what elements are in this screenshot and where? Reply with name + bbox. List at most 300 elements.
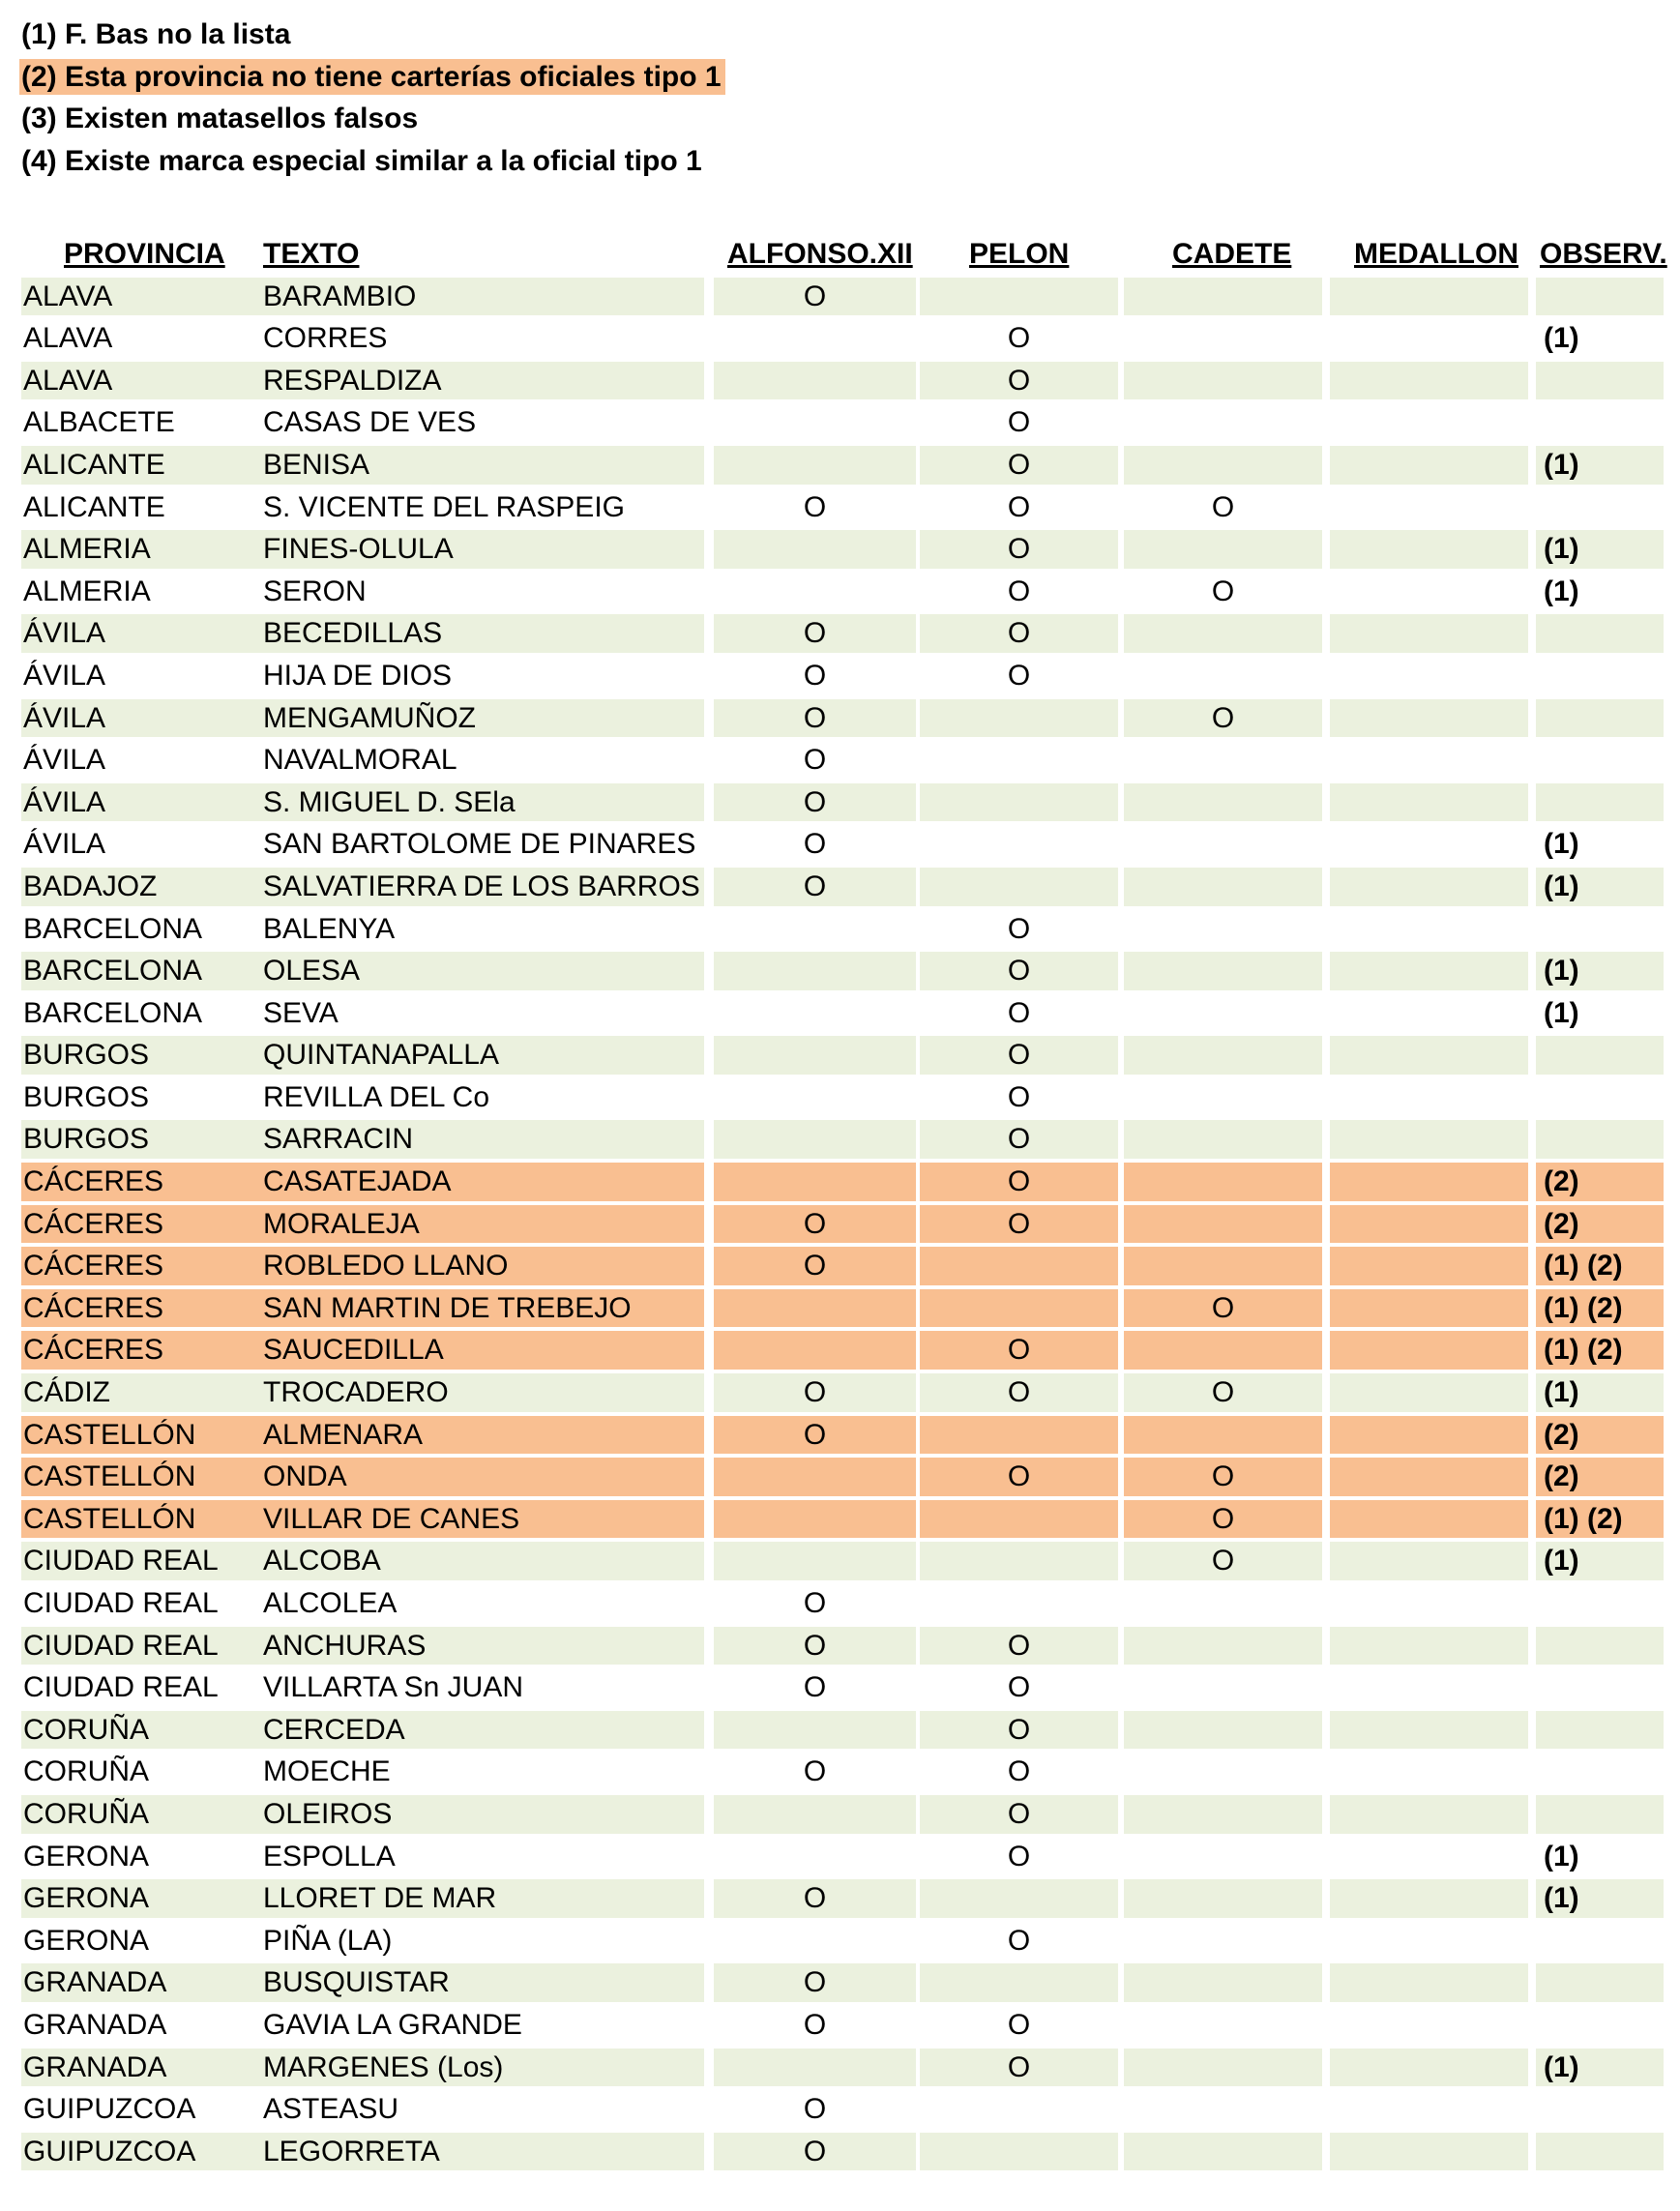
cell-cadete	[1124, 1078, 1322, 1117]
cell-provincia: GRANADA	[21, 1963, 222, 2002]
cell-cadete: O	[1211, 490, 1235, 523]
cell-texto: SAUCEDILLA	[222, 1331, 704, 1370]
cell-texto: FINES-OLULA	[222, 530, 704, 569]
cell-pelon	[920, 2090, 1118, 2129]
cell-cadete	[1124, 1416, 1322, 1455]
cell-pelon	[920, 2133, 1118, 2171]
cell-texto: MARGENES (Los)	[222, 2049, 704, 2087]
cell-alfonso: O	[803, 828, 827, 861]
cell-observ: (2)	[1536, 1458, 1664, 1496]
cell-observ: (1)	[1544, 575, 1579, 607]
cell-observ: (1) (2)	[1536, 1289, 1664, 1328]
table-row	[21, 1793, 1665, 1836]
cell-observ: (2)	[1536, 1205, 1664, 1244]
note-4	[21, 140, 725, 183]
cell-provincia: GRANADA	[23, 2008, 167, 2041]
cell-observ: (1) (2)	[1536, 1247, 1664, 1285]
cell-observ: (1)	[1536, 1879, 1664, 1918]
cell-alfonso	[714, 1795, 916, 1834]
cell-medallon	[1330, 741, 1528, 780]
cell-texto: MOECHE	[263, 1755, 391, 1788]
cell-texto: SALVATIERRA DE LOS BARROS	[222, 868, 704, 906]
cell-cadete: O	[1124, 1500, 1322, 1539]
table-row	[21, 655, 1665, 697]
cell-pelon: O	[920, 2049, 1118, 2087]
cell-cadete	[1124, 868, 1322, 906]
cell-alfonso: O	[714, 1247, 916, 1285]
cell-alfonso	[714, 1922, 916, 1960]
cell-observ	[1536, 699, 1664, 738]
notes-legend	[21, 14, 725, 182]
cell-texto: SEVA	[263, 996, 339, 1029]
cell-alfonso	[714, 403, 916, 442]
cell-texto: ALMENARA	[222, 1416, 704, 1455]
cell-pelon: O	[920, 362, 1118, 400]
table-row	[21, 739, 1665, 781]
cell-observ: (1)	[1544, 996, 1579, 1029]
cell-alfonso: O	[714, 699, 916, 738]
cell-cadete	[1124, 1205, 1322, 1244]
cell-texto: RESPALDIZA	[222, 362, 704, 400]
cell-provincia: GRANADA	[21, 2049, 222, 2087]
postmark-table	[21, 233, 1665, 2172]
cell-texto: QUINTANAPALLA	[222, 1036, 704, 1075]
cell-pelon	[920, 741, 1118, 780]
cell-pelon: O	[920, 1036, 1118, 1075]
cell-observ	[1536, 1120, 1664, 1159]
cell-cadete	[1124, 1922, 1322, 1960]
cell-medallon	[1330, 1500, 1528, 1539]
cell-medallon	[1330, 319, 1528, 358]
cell-texto: LEGORRETA	[222, 2133, 704, 2171]
table-row	[21, 1877, 1665, 1920]
cell-medallon	[1330, 488, 1528, 527]
cell-provincia: CORUÑA	[23, 1755, 150, 1788]
cell-texto: ALCOLEA	[263, 1587, 398, 1619]
table-row	[21, 2047, 1665, 2089]
cell-provincia: GUIPUZCOA	[21, 2133, 222, 2171]
cell-cadete	[1124, 741, 1322, 780]
cell-cadete: O	[1124, 1542, 1322, 1580]
table-row	[21, 1666, 1665, 1709]
cell-pelon	[920, 825, 1118, 864]
cell-texto: MORALEJA	[222, 1205, 704, 1244]
cell-texto: ONDA	[222, 1458, 704, 1496]
cell-pelon	[920, 1247, 1118, 1285]
cell-texto: OLEIROS	[222, 1795, 704, 1834]
note-3-text: (3) Existen matasellos falsos	[21, 103, 419, 134]
table-row	[21, 444, 1665, 486]
cell-observ	[1536, 910, 1664, 949]
table-row	[21, 1709, 1665, 1752]
note-1	[21, 14, 725, 56]
cell-texto: CERCEDA	[222, 1711, 704, 1750]
cell-texto: BECEDILLAS	[222, 614, 704, 653]
cell-texto: GAVIA LA GRANDE	[263, 2008, 522, 2041]
cell-texto: VILLAR DE CANES	[222, 1500, 704, 1539]
cell-observ	[1536, 1922, 1664, 1960]
cell-pelon: O	[1007, 406, 1031, 439]
cell-pelon: O	[1007, 490, 1031, 523]
table-row	[21, 950, 1665, 992]
cell-observ: (1) (2)	[1536, 1331, 1664, 1370]
header-cadete: CADETE	[1172, 238, 1292, 270]
cell-observ	[1536, 1036, 1664, 1075]
cell-medallon	[1330, 1711, 1528, 1750]
cell-provincia: ALMERIA	[21, 530, 222, 569]
cell-medallon	[1330, 1795, 1528, 1834]
cell-medallon	[1330, 362, 1528, 400]
cell-observ: (1)	[1536, 1542, 1664, 1580]
cell-pelon: O	[1007, 1080, 1031, 1113]
cell-cadete	[1124, 1711, 1322, 1750]
cell-cadete	[1124, 2049, 1322, 2087]
cell-alfonso	[714, 446, 916, 485]
cell-cadete	[1124, 530, 1322, 569]
table-row	[21, 823, 1665, 866]
cell-medallon	[1330, 1247, 1528, 1285]
cell-alfonso: O	[803, 1755, 827, 1788]
cell-medallon	[1330, 1879, 1528, 1918]
cell-cadete	[1124, 952, 1322, 990]
cell-provincia: BURGOS	[23, 1080, 150, 1113]
cell-cadete	[1124, 2090, 1322, 2129]
cell-observ: (1)	[1536, 1373, 1664, 1412]
cell-provincia: CÁCERES	[21, 1289, 222, 1328]
cell-provincia: ÁVILA	[21, 783, 222, 822]
cell-observ: (1)	[1536, 530, 1664, 569]
cell-texto: VILLARTA Sn JUAN	[263, 1671, 524, 1704]
cell-texto: BUSQUISTAR	[222, 1963, 704, 2002]
cell-provincia: CIUDAD REAL	[23, 1671, 219, 1704]
header-texto: TEXTO	[263, 238, 360, 270]
cell-provincia: ALAVA	[21, 362, 222, 400]
cell-provincia: GERONA	[23, 1840, 150, 1872]
cell-medallon	[1330, 446, 1528, 485]
cell-cadete: O	[1124, 1458, 1322, 1496]
cell-observ	[1536, 1963, 1664, 2002]
table-row	[21, 1961, 1665, 2004]
cell-cadete	[1124, 614, 1322, 653]
cell-medallon	[1330, 1668, 1528, 1707]
cell-alfonso: O	[714, 1205, 916, 1244]
cell-texto: BARAMBIO	[222, 278, 704, 316]
table-row	[21, 1456, 1665, 1498]
cell-alfonso: O	[714, 278, 916, 316]
cell-alfonso: O	[803, 2008, 827, 2041]
cell-provincia: CASTELLÓN	[21, 1500, 222, 1539]
cell-cadete	[1124, 910, 1322, 949]
cell-pelon: O	[920, 614, 1118, 653]
cell-cadete	[1124, 403, 1322, 442]
table-header	[21, 233, 1665, 276]
table-row	[21, 1118, 1665, 1161]
cell-cadete: O	[1211, 575, 1235, 607]
cell-alfonso: O	[803, 659, 827, 692]
cell-pelon: O	[920, 1120, 1118, 1159]
cell-cadete	[1124, 362, 1322, 400]
cell-observ: (1)	[1536, 446, 1664, 485]
cell-pelon	[920, 1500, 1118, 1539]
cell-provincia: CIUDAD REAL	[23, 1587, 219, 1619]
table-row	[21, 1836, 1665, 1878]
table-row	[21, 1540, 1665, 1582]
cell-medallon	[1330, 2006, 1528, 2045]
cell-observ: (1)	[1536, 2049, 1664, 2087]
cell-medallon	[1330, 1163, 1528, 1201]
cell-cadete	[1124, 278, 1322, 316]
table-row	[21, 401, 1665, 444]
cell-pelon: O	[1007, 659, 1031, 692]
cell-provincia: CÁCERES	[21, 1205, 222, 1244]
cell-medallon	[1330, 1205, 1528, 1244]
cell-texto: NAVALMORAL	[263, 744, 457, 777]
cell-alfonso	[714, 573, 916, 611]
cell-pelon: O	[920, 1795, 1118, 1834]
cell-cadete	[1124, 446, 1322, 485]
cell-provincia: CORUÑA	[21, 1795, 222, 1834]
cell-medallon	[1330, 1458, 1528, 1496]
cell-alfonso: O	[803, 2093, 827, 2126]
cell-observ: (1)	[1544, 828, 1579, 861]
table-row	[21, 866, 1665, 908]
cell-provincia: BADAJOZ	[21, 868, 222, 906]
table-row	[21, 2004, 1665, 2047]
cell-alfonso: O	[714, 1879, 916, 1918]
cell-alfonso: O	[714, 1373, 916, 1412]
cell-cadete: O	[1124, 1373, 1322, 1412]
table-row	[21, 360, 1665, 402]
cell-medallon	[1330, 573, 1528, 611]
cell-provincia: BARCELONA	[23, 912, 203, 945]
cell-alfonso	[714, 1838, 916, 1876]
cell-alfonso	[714, 1036, 916, 1075]
cell-medallon	[1330, 1373, 1528, 1412]
cell-alfonso	[714, 1500, 916, 1539]
cell-observ	[1536, 403, 1664, 442]
cell-cadete	[1124, 994, 1322, 1033]
cell-alfonso	[714, 2049, 916, 2087]
cell-alfonso	[714, 952, 916, 990]
table-row	[21, 486, 1665, 529]
cell-provincia: ALICANTE	[21, 446, 222, 485]
cell-observ	[1536, 488, 1664, 527]
cell-observ: (1)	[1536, 952, 1664, 990]
cell-medallon	[1330, 2049, 1528, 2087]
cell-cadete	[1124, 1879, 1322, 1918]
table-row	[21, 1161, 1665, 1203]
cell-texto: ESPOLLA	[263, 1840, 396, 1872]
cell-medallon	[1330, 952, 1528, 990]
cell-pelon	[920, 783, 1118, 822]
table-row	[21, 1329, 1665, 1371]
table-row	[21, 528, 1665, 571]
cell-provincia: BARCELONA	[23, 996, 203, 1029]
cell-alfonso: O	[714, 1416, 916, 1455]
table-row	[21, 1920, 1665, 1962]
cell-provincia: CIUDAD REAL	[21, 1542, 222, 1580]
cell-pelon: O	[1007, 912, 1031, 945]
cell-observ: (1)	[1544, 322, 1579, 355]
cell-cadete	[1124, 783, 1322, 822]
cell-pelon: O	[1007, 1671, 1031, 1704]
cell-provincia: GERONA	[21, 1879, 222, 1918]
cell-medallon	[1330, 403, 1528, 442]
cell-provincia: CASTELLÓN	[21, 1458, 222, 1496]
cell-observ: (1)	[1536, 868, 1664, 906]
table-row	[21, 317, 1665, 360]
cell-pelon: O	[920, 446, 1118, 485]
cell-observ: (1) (2)	[1536, 1500, 1664, 1539]
cell-observ	[1536, 1711, 1664, 1750]
cell-cadete	[1124, 1795, 1322, 1834]
cell-cadete: O	[1124, 1289, 1322, 1328]
cell-alfonso	[714, 319, 916, 358]
cell-provincia: CÁCERES	[21, 1163, 222, 1201]
cell-alfonso: O	[714, 1963, 916, 2002]
cell-pelon: O	[920, 1163, 1118, 1201]
cell-pelon: O	[920, 1205, 1118, 1244]
table-row	[21, 276, 1665, 318]
cell-cadete	[1124, 319, 1322, 358]
cell-cadete	[1124, 1668, 1322, 1707]
cell-medallon	[1330, 1120, 1528, 1159]
cell-alfonso	[714, 1458, 916, 1496]
note-2-text: (2) Esta provincia no tiene carterías oficiales tipo 1	[19, 59, 725, 95]
cell-alfonso	[714, 1078, 916, 1117]
cell-texto: CORRES	[263, 322, 388, 355]
table-row	[21, 1371, 1665, 1414]
cell-provincia: GERONA	[23, 1924, 150, 1957]
cell-pelon	[920, 278, 1118, 316]
cell-alfonso: O	[803, 744, 827, 777]
cell-medallon	[1330, 1584, 1528, 1623]
cell-alfonso	[714, 1163, 916, 1201]
cell-pelon	[920, 1584, 1118, 1623]
note-2	[21, 56, 725, 99]
cell-pelon: O	[1007, 1755, 1031, 1788]
table-row	[21, 2088, 1665, 2131]
cell-alfonso	[714, 1331, 916, 1370]
cell-observ	[1536, 657, 1664, 695]
cell-provincia: CIUDAD REAL	[21, 1627, 222, 1666]
cell-medallon	[1330, 1078, 1528, 1117]
cell-observ: (2)	[1536, 1163, 1664, 1201]
cell-texto: SARRACIN	[222, 1120, 704, 1159]
table-row	[21, 2131, 1665, 2173]
cell-pelon	[920, 1542, 1118, 1580]
cell-cadete	[1124, 1963, 1322, 2002]
cell-medallon	[1330, 825, 1528, 864]
cell-medallon	[1330, 1331, 1528, 1370]
cell-texto: ASTEASU	[263, 2093, 399, 2126]
cell-medallon	[1330, 2090, 1528, 2129]
cell-observ	[1536, 1627, 1664, 1666]
cell-texto: SAN MARTIN DE TREBEJO	[222, 1289, 704, 1328]
cell-medallon	[1330, 278, 1528, 316]
cell-texto: BENISA	[222, 446, 704, 485]
cell-provincia: BARCELONA	[21, 952, 222, 990]
table-row	[21, 1582, 1665, 1625]
table-row	[21, 1245, 1665, 1287]
cell-provincia: ÁVILA	[21, 699, 222, 738]
cell-medallon	[1330, 994, 1528, 1033]
cell-medallon	[1330, 530, 1528, 569]
table-body	[21, 276, 1665, 2173]
cell-provincia: ALMERIA	[23, 575, 151, 607]
cell-observ	[1536, 614, 1664, 653]
cell-observ: (1)	[1544, 1840, 1579, 1872]
cell-pelon	[920, 868, 1118, 906]
table-row	[21, 992, 1665, 1035]
cell-provincia: CÁCERES	[21, 1331, 222, 1370]
cell-cadete	[1124, 1331, 1322, 1370]
cell-pelon: O	[1007, 2008, 1031, 2041]
cell-texto: ALCOBA	[222, 1542, 704, 1580]
cell-pelon	[920, 699, 1118, 738]
cell-medallon	[1330, 1922, 1528, 1960]
cell-pelon	[920, 1416, 1118, 1455]
table-row	[21, 781, 1665, 824]
table-row	[21, 1076, 1665, 1119]
cell-observ	[1536, 783, 1664, 822]
cell-observ	[1536, 362, 1664, 400]
table-row	[21, 1498, 1665, 1541]
cell-pelon: O	[1007, 575, 1031, 607]
cell-observ	[1536, 1795, 1664, 1834]
cell-texto: ROBLEDO LLANO	[222, 1247, 704, 1285]
cell-medallon	[1330, 1289, 1528, 1328]
cell-alfonso: O	[803, 1671, 827, 1704]
cell-cadete	[1124, 1584, 1322, 1623]
cell-cadete: O	[1124, 699, 1322, 738]
header-provincia: PROVINCIA	[64, 238, 225, 270]
cell-provincia: ALBACETE	[23, 406, 175, 439]
cell-cadete	[1124, 1838, 1322, 1876]
cell-cadete	[1124, 2133, 1322, 2171]
cell-texto: BALENYA	[263, 912, 396, 945]
cell-pelon: O	[920, 1627, 1118, 1666]
cell-observ	[1536, 2133, 1664, 2171]
cell-medallon	[1330, 1627, 1528, 1666]
cell-provincia: ÁVILA	[23, 744, 106, 777]
cell-alfonso	[714, 1711, 916, 1750]
cell-texto: CASAS DE VES	[263, 406, 477, 439]
note-4-text: (4) Existe marca especial similar a la oficial tipo 1	[21, 144, 702, 177]
note-1-text: (1) F. Bas no la lista	[21, 18, 291, 50]
cell-alfonso	[714, 994, 916, 1033]
cell-alfonso	[714, 530, 916, 569]
header-alfonso: ALFONSO.XII	[727, 238, 913, 270]
cell-medallon	[1330, 2133, 1528, 2171]
cell-medallon	[1330, 1036, 1528, 1075]
cell-pelon: O	[920, 1711, 1118, 1750]
cell-alfonso	[714, 1120, 916, 1159]
cell-medallon	[1330, 783, 1528, 822]
cell-texto: PIÑA (LA)	[263, 1924, 393, 1957]
cell-alfonso: O	[714, 783, 916, 822]
cell-alfonso: O	[714, 2133, 916, 2171]
cell-provincia: ALICANTE	[23, 490, 165, 523]
cell-provincia: ÁVILA	[23, 659, 106, 692]
table-row	[21, 571, 1665, 613]
cell-pelon	[920, 1963, 1118, 2002]
cell-observ	[1536, 1753, 1664, 1791]
cell-medallon	[1330, 1416, 1528, 1455]
table-row	[21, 1625, 1665, 1667]
cell-observ	[1536, 278, 1664, 316]
cell-pelon: O	[920, 1373, 1118, 1412]
